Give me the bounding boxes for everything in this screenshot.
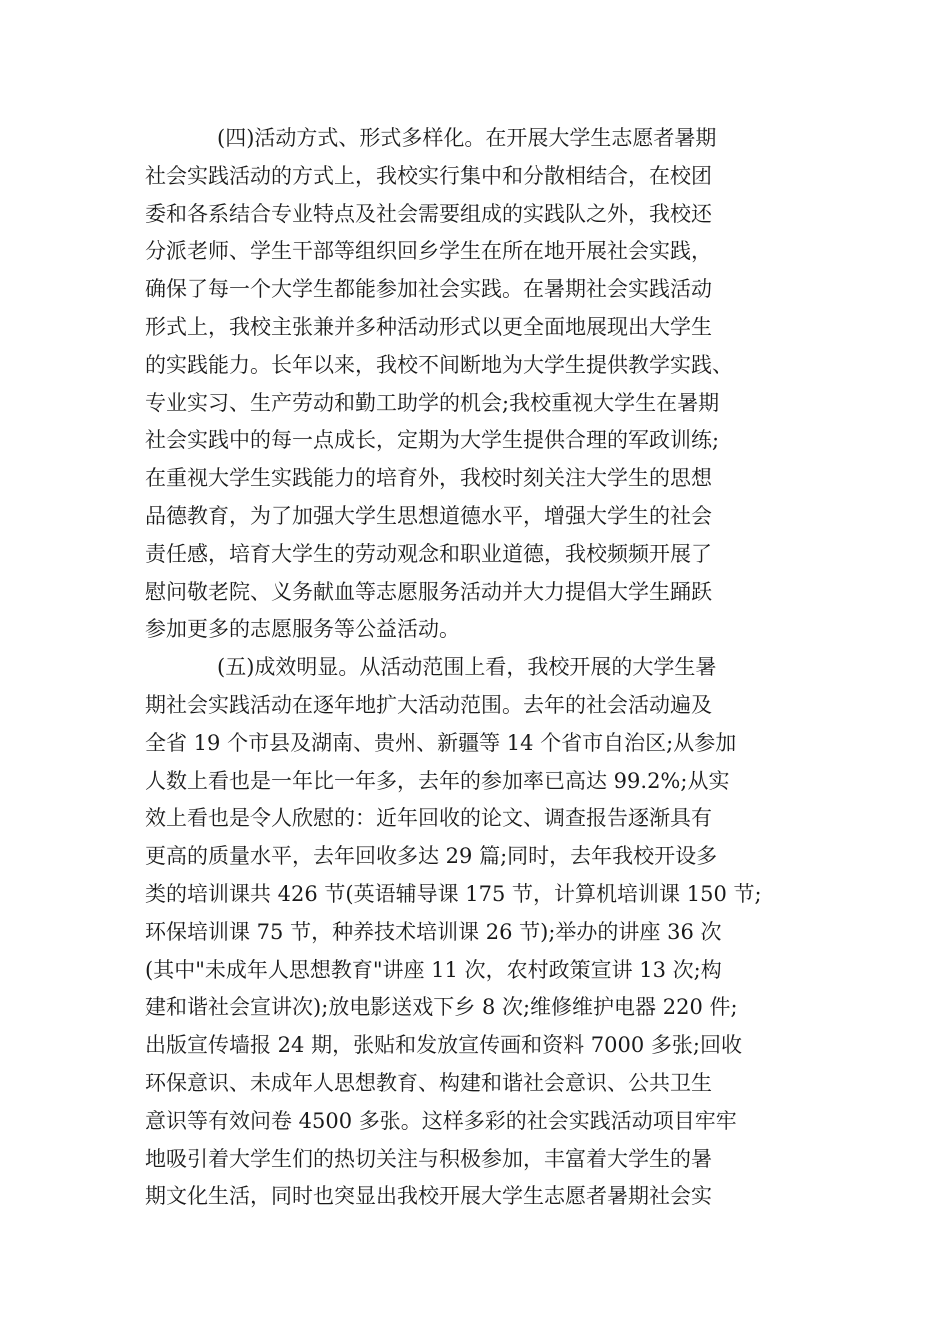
paragraph-five xyxy=(145,649,805,1216)
text-line: 环保培训课 75 节，种养技术培训课 26 节);举办的讲座 36 次 xyxy=(145,919,722,944)
paragraph-four xyxy=(145,120,805,649)
body-text xyxy=(145,120,805,1216)
text-line: 分派老师、学生干部等组织回乡学生在所在地开展社会实践， xyxy=(145,239,712,264)
text-line: 社会实践中的每一点成长，定期为大学生提供合理的军政训练; xyxy=(145,428,720,453)
text-line: 出版宣传墙报 24 期，张贴和发放宣传画和资料 7000 多张;回收 xyxy=(145,1033,742,1058)
text-line: 建和谐社会宣讲次);放电影送戏下乡 8 次;维修维护电器 220 件; xyxy=(145,995,738,1020)
text-line: 环保意识、未成年人思想教育、构建和谐社会意识、公共卫生 xyxy=(145,1070,712,1095)
text-line: 参加更多的志愿服务等公益活动。 xyxy=(145,617,460,642)
text-line: 品德教育，为了加强大学生思想道德水平，增强大学生的社会 xyxy=(145,503,712,528)
text-line: 在重视大学生实践能力的培育外，我校时刻关注大学生的思想 xyxy=(145,466,712,491)
text-line: 期社会实践活动在逐年地扩大活动范围。去年的社会活动遍及 xyxy=(145,692,712,717)
text-line: 社会实践活动的方式上，我校实行集中和分散相结合，在校团 xyxy=(145,163,712,188)
text-line: 地吸引着大学生们的热切关注与积极参加，丰富着大学生的暑 xyxy=(145,1146,712,1171)
text-line: 形式上，我校主张兼并多种活动形式以更全面地展现出大学生 xyxy=(145,314,712,339)
text-line: 类的培训课共 426 节(英语辅导课 175 节，计算机培训课 150 节; xyxy=(145,881,762,906)
text-line: 期文化生活，同时也突显出我校开展大学生志愿者暑期社会实 xyxy=(145,1184,712,1209)
text-line: 确保了每一个大学生都能参加社会实践。在暑期社会实践活动 xyxy=(145,277,712,302)
text-line: 慰问敬老院、义务献血等志愿服务活动并大力提倡大学生踊跃 xyxy=(145,579,712,604)
text-line: 意识等有效问卷 4500 多张。这样多彩的社会实践活动项目牢牢 xyxy=(145,1108,737,1133)
text-line: 专业实习、生产劳动和勤工助学的机会;我校重视大学生在暑期 xyxy=(145,390,720,415)
text-line: (五)成效明显。从活动范围上看，我校开展的大学生暑 xyxy=(217,655,717,680)
text-line: 责任感，培育大学生的劳动观念和职业道德，我校频频开展了 xyxy=(145,541,712,566)
text-line: 更高的质量水平，去年回收多达 29 篇;同时，去年我校开设多 xyxy=(145,844,718,869)
text-line: 全省 19 个市县及湖南、贵州、新疆等 14 个省市自治区;从参加 xyxy=(145,730,737,755)
text-line: 效上看也是令人欣慰的：近年回收的论文、调查报告逐渐具有 xyxy=(145,806,712,831)
text-line: 委和各系结合专业特点及社会需要组成的实践队之外，我校还 xyxy=(145,201,712,226)
text-line: 人数上看也是一年比一年多，去年的参加率已高达 99.2%;从实 xyxy=(145,768,730,793)
text-line: (其中"未成年人思想教育"讲座 11 次，农村政策宣讲 13 次;构 xyxy=(145,957,722,982)
text-line: (四)活动方式、形式多样化。在开展大学生志愿者暑期 xyxy=(217,126,717,150)
text-line: 的实践能力。长年以来，我校不间断地为大学生提供教学实践、 xyxy=(145,352,733,377)
